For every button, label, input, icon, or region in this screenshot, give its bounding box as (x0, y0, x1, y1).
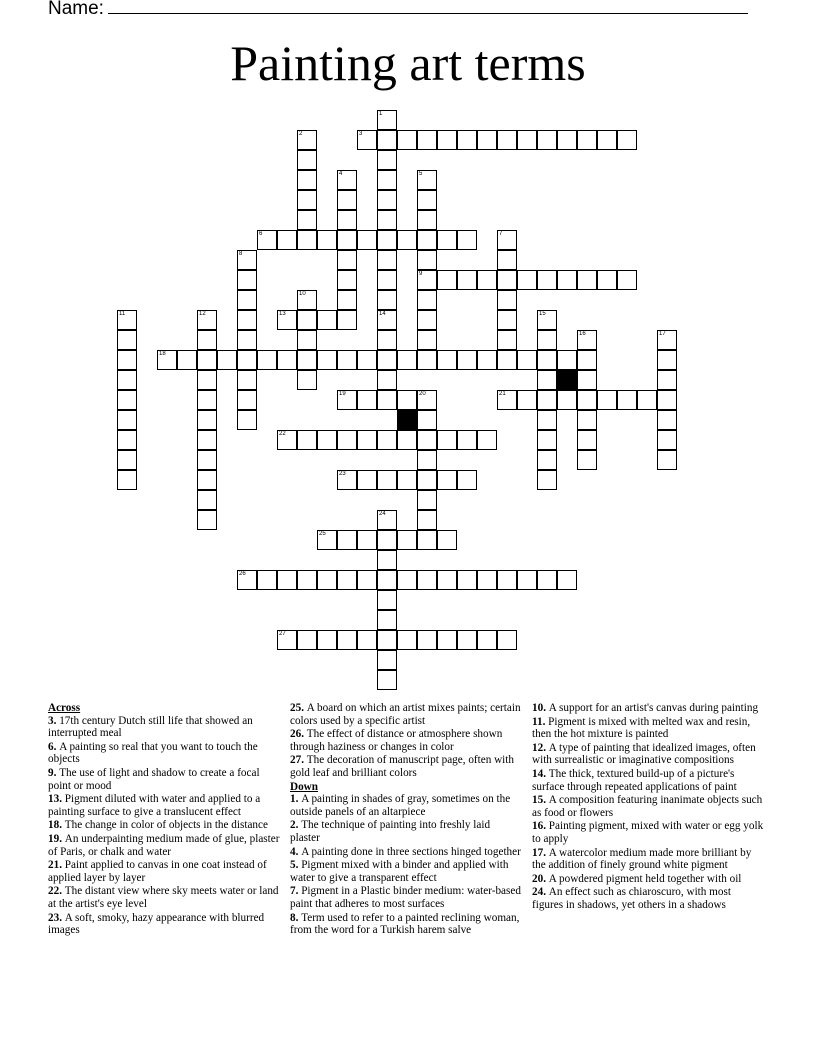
grid-cell[interactable] (117, 370, 137, 390)
grid-cell[interactable] (497, 390, 517, 410)
grid-cell[interactable] (377, 330, 397, 350)
grid-cell[interactable] (417, 470, 437, 490)
grid-cell[interactable] (557, 130, 577, 150)
grid-cell[interactable] (417, 290, 437, 310)
clue-number: 16 (579, 331, 586, 337)
grid-cell[interactable] (377, 150, 397, 170)
grid-cell[interactable] (297, 210, 317, 230)
grid-cell[interactable] (537, 470, 557, 490)
grid-cell[interactable] (557, 390, 577, 410)
clue-number: 24 (379, 511, 386, 517)
grid-cell[interactable] (257, 350, 277, 370)
grid-cell[interactable] (377, 190, 397, 210)
clue-number: 21 (499, 391, 506, 397)
clue-number: 14 (379, 311, 386, 317)
grid-cell[interactable] (537, 570, 557, 590)
clue-item: 16. Painting pigment, mixed with water or egg yolk to apply (532, 820, 764, 845)
clue-item: 4. A painting done in three sections hinged together (290, 845, 521, 858)
clue-item: 17. A watercolor medium made more brilliant by the addition of finely ground white pigment (532, 846, 752, 872)
grid-cell[interactable] (337, 350, 357, 370)
grid-cell[interactable] (537, 270, 557, 290)
grid-cell[interactable] (477, 350, 497, 370)
grid-cell[interactable] (297, 370, 317, 390)
grid-cell[interactable] (657, 430, 677, 450)
grid-cell[interactable] (377, 350, 397, 370)
grid-cell[interactable] (497, 330, 517, 350)
grid-cell[interactable] (477, 130, 497, 150)
grid-cell[interactable] (577, 270, 597, 290)
grid-cell[interactable] (577, 450, 597, 470)
grid-cell[interactable] (297, 630, 317, 650)
grid-cell[interactable] (577, 370, 597, 390)
grid-cell[interactable] (317, 630, 337, 650)
grid-cell[interactable] (117, 410, 137, 430)
clue-number: 26 (239, 571, 246, 577)
grid-cell[interactable] (417, 530, 437, 550)
grid-cell[interactable] (517, 570, 537, 590)
grid-cell[interactable] (337, 570, 357, 590)
grid-cell[interactable] (357, 630, 377, 650)
clue-item: 23. A soft, smoky, hazy appearance with blurred images (48, 911, 265, 937)
clue-number: 20 (419, 391, 426, 397)
clue-item: 26. The effect of distance or atmosphere shown through haziness or changes in color (290, 728, 503, 753)
grid-cell[interactable] (297, 570, 317, 590)
grid-cell[interactable] (237, 290, 257, 310)
grid-cell[interactable] (277, 570, 297, 590)
grid-cell[interactable] (197, 430, 217, 450)
grid-cell[interactable] (297, 190, 317, 210)
grid-cell[interactable] (357, 570, 377, 590)
grid-cell[interactable] (537, 330, 557, 350)
grid-cell[interactable] (397, 390, 417, 410)
clue-item: 21. Paint applied to canvas in one coat instead of applied layer by layer (48, 859, 267, 884)
grid-cell[interactable] (417, 170, 437, 190)
grid-cell[interactable] (477, 270, 497, 290)
grid-cell[interactable] (237, 410, 257, 430)
clue-number: 18 (159, 351, 166, 357)
grid-cell[interactable] (337, 630, 357, 650)
clue-item: 9. The use of light and shadow to create a focal point or mood (48, 766, 260, 792)
grid-cell[interactable] (497, 230, 517, 250)
clue-item: 22. The distant view where sky meets water or land at the artist's eye level (48, 885, 279, 910)
clue-item: 25. A board on which an artist mixes paints; certain colors used by a specific artist (290, 702, 521, 727)
grid-cell[interactable] (257, 570, 277, 590)
grid-cell[interactable] (377, 610, 397, 630)
grid-cell[interactable] (297, 150, 317, 170)
grid-cell[interactable] (437, 430, 457, 450)
clue-item: 3. 17th century Dutch still life that showed an interrupted meal (48, 714, 253, 740)
clue-number: 10 (299, 291, 306, 297)
grid-cell[interactable] (297, 350, 317, 370)
grid-cell[interactable] (357, 350, 377, 370)
grid-cell[interactable] (577, 430, 597, 450)
grid-cell[interactable] (277, 310, 297, 330)
grid-cell[interactable] (197, 310, 217, 330)
grid-cell[interactable] (417, 430, 437, 450)
grid-cell[interactable] (377, 590, 397, 610)
grid-cell[interactable] (417, 210, 437, 230)
grid-cell[interactable] (337, 470, 357, 490)
grid-cell[interactable] (337, 230, 357, 250)
grid-cell[interactable] (377, 510, 397, 530)
grid-cell[interactable] (517, 130, 537, 150)
grid-cell[interactable] (197, 490, 217, 510)
grid-cell[interactable] (297, 170, 317, 190)
grid-cell[interactable] (337, 530, 357, 550)
grid-cell[interactable] (277, 350, 297, 370)
clue-number: 2 (299, 131, 303, 137)
clue-number: 23 (339, 471, 346, 477)
grid-cell[interactable] (457, 130, 477, 150)
clue-number: 8 (239, 251, 243, 257)
clue-item: 12. A type of painting that idealized images, often with surrealistic or imaginative compositions (532, 741, 756, 767)
name-label: Name: (48, 0, 104, 19)
grid-cell[interactable] (397, 430, 417, 450)
grid-cell[interactable] (397, 130, 417, 150)
down-header: Down (290, 780, 318, 793)
clue-item: 18. The change in color of objects in the distance (48, 819, 268, 832)
grid-cell[interactable] (337, 270, 357, 290)
grid-cell[interactable] (437, 230, 457, 250)
grid-cell[interactable] (497, 270, 517, 290)
grid-cell[interactable] (237, 370, 257, 390)
grid-cell[interactable] (517, 350, 537, 370)
grid-cell[interactable] (457, 230, 477, 250)
grid-cell[interactable] (657, 370, 677, 390)
grid-cell[interactable] (277, 630, 297, 650)
grid-cell[interactable] (177, 350, 197, 370)
grid-cell[interactable] (117, 330, 137, 350)
grid-cell[interactable] (497, 630, 517, 650)
grid-cell[interactable] (417, 270, 437, 290)
grid-cell[interactable] (377, 270, 397, 290)
grid-cell[interactable] (337, 170, 357, 190)
clue-item: 7. Pigment in a Plastic binder medium: water-based paint that adheres to most surfaces (290, 885, 521, 910)
grid-cell[interactable] (557, 350, 577, 370)
grid-cell[interactable] (437, 470, 457, 490)
grid-cell[interactable] (237, 570, 257, 590)
grid-cell[interactable] (597, 390, 617, 410)
grid-cell[interactable] (357, 430, 377, 450)
grid-cell[interactable] (657, 450, 677, 470)
grid-cell[interactable] (317, 570, 337, 590)
clue-item: 13. Pigment diluted with water and applied to a painting surface to give a translucent effect (48, 793, 261, 818)
clue-column-1 (48, 702, 280, 938)
grid-cell[interactable] (437, 630, 457, 650)
grid-cell[interactable] (397, 350, 417, 370)
clue-item: 24. An effect such as chiaroscuro, with most figures in shadows, yet others in a shadows (532, 886, 731, 911)
grid-cell[interactable] (117, 350, 137, 370)
grid-cell[interactable] (377, 650, 397, 670)
grid-cell[interactable] (517, 270, 537, 290)
grid-cell[interactable] (537, 390, 557, 410)
clue-item: 8. Term used to refer to a painted reclining woman, from the word for a Turkish harem salve (290, 911, 520, 937)
grid-cell[interactable] (357, 230, 377, 250)
grid-cell[interactable] (337, 310, 357, 330)
grid-cell[interactable] (357, 470, 377, 490)
grid-cell[interactable] (277, 430, 297, 450)
clue-number: 17 (659, 331, 666, 337)
grid-cell[interactable] (197, 470, 217, 490)
grid-cell[interactable] (337, 250, 357, 270)
grid-cell[interactable] (537, 410, 557, 430)
clue-item: 15. A composition featuring inanimate objects such as food or flowers (532, 794, 763, 819)
grid-cell[interactable] (377, 230, 397, 250)
black-cell (397, 410, 417, 430)
grid-cell[interactable] (377, 470, 397, 490)
grid-cell[interactable] (577, 410, 597, 430)
clue-item: 2. The technique of painting into freshly laid plaster (290, 819, 491, 844)
grid-cell[interactable] (457, 430, 477, 450)
grid-cell[interactable] (637, 390, 657, 410)
clue-item: 1. A painting in shades of gray, sometimes on the outside panels of an altarpiece (290, 793, 511, 818)
grid-cell[interactable] (337, 210, 357, 230)
clue-item: 10. A support for an artist's canvas during painting (532, 702, 759, 714)
grid-cell[interactable] (237, 350, 257, 370)
grid-cell[interactable] (417, 630, 437, 650)
grid-cell[interactable] (457, 630, 477, 650)
grid-cell[interactable] (377, 630, 397, 650)
grid-cell[interactable] (657, 350, 677, 370)
clue-column-2 (290, 702, 522, 938)
grid-cell[interactable] (357, 530, 377, 550)
grid-cell[interactable] (497, 310, 517, 330)
grid-cell[interactable] (117, 390, 137, 410)
grid-cell[interactable] (317, 310, 337, 330)
grid-cell[interactable] (417, 230, 437, 250)
grid-cell[interactable] (477, 630, 497, 650)
grid-cell[interactable] (157, 350, 177, 370)
grid-cell[interactable] (417, 190, 437, 210)
clue-column-3 (532, 702, 764, 913)
grid-cell[interactable] (437, 350, 457, 370)
grid-cell[interactable] (597, 270, 617, 290)
grid-cell[interactable] (537, 350, 557, 370)
clue-number: 6 (259, 231, 263, 237)
grid-cell[interactable] (117, 450, 137, 470)
grid-cell[interactable] (297, 310, 317, 330)
grid-cell[interactable] (497, 570, 517, 590)
grid-cell[interactable] (617, 130, 637, 150)
clue-item: 6. A painting so real that you want to touch the objects (48, 740, 258, 766)
grid-cell[interactable] (537, 430, 557, 450)
grid-cell[interactable] (437, 570, 457, 590)
clue-number: 13 (279, 311, 286, 317)
grid-cell[interactable] (417, 490, 437, 510)
grid-cell[interactable] (397, 630, 417, 650)
clue-number: 1 (379, 111, 383, 117)
grid-cell[interactable] (237, 250, 257, 270)
grid-cell[interactable] (657, 410, 677, 430)
grid-cell[interactable] (397, 570, 417, 590)
grid-cell[interactable] (377, 390, 397, 410)
grid-cell[interactable] (197, 410, 217, 430)
clue-item: 5. Pigment mixed with a binder and applied with water to give a transparent effect (290, 859, 509, 884)
grid-cell[interactable] (377, 550, 397, 570)
clue-number: 15 (539, 311, 546, 317)
grid-cell[interactable] (377, 130, 397, 150)
grid-cell[interactable] (377, 210, 397, 230)
grid-cell[interactable] (377, 570, 397, 590)
grid-cell[interactable] (577, 330, 597, 350)
grid-cell[interactable] (257, 230, 277, 250)
grid-cell[interactable] (337, 430, 357, 450)
grid-cell[interactable] (377, 430, 397, 450)
grid-cell[interactable] (357, 390, 377, 410)
grid-cell[interactable] (297, 290, 317, 310)
grid-cell[interactable] (297, 330, 317, 350)
grid-cell[interactable] (397, 230, 417, 250)
clue-number: 27 (279, 631, 286, 637)
grid-cell[interactable] (297, 430, 317, 450)
grid-cell[interactable] (377, 370, 397, 390)
grid-cell[interactable] (317, 430, 337, 450)
grid-cell[interactable] (557, 270, 577, 290)
grid-cell[interactable] (217, 350, 237, 370)
grid-cell[interactable] (297, 130, 317, 150)
grid-cell[interactable] (497, 350, 517, 370)
grid-cell[interactable] (597, 130, 617, 150)
grid-cell[interactable] (377, 310, 397, 330)
grid-cell[interactable] (417, 410, 437, 430)
grid-cell[interactable] (337, 190, 357, 210)
clue-number: 22 (279, 431, 286, 437)
grid-cell[interactable] (377, 670, 397, 690)
grid-cell[interactable] (417, 250, 437, 270)
grid-cell[interactable] (497, 250, 517, 270)
grid-cell[interactable] (337, 390, 357, 410)
grid-cell[interactable] (657, 390, 677, 410)
grid-cell[interactable] (297, 230, 317, 250)
grid-cell[interactable] (477, 570, 497, 590)
clue-item: 11. Pigment is mixed with melted wax and resin, then the hot mixture is painted (532, 715, 751, 741)
grid-cell[interactable] (497, 290, 517, 310)
grid-cell[interactable] (457, 570, 477, 590)
grid-cell[interactable] (317, 350, 337, 370)
grid-cell[interactable] (577, 390, 597, 410)
grid-cell[interactable] (417, 510, 437, 530)
grid-cell[interactable] (537, 370, 557, 390)
grid-cell[interactable] (617, 390, 637, 410)
grid-cell[interactable] (377, 250, 397, 270)
grid-cell[interactable] (117, 430, 137, 450)
grid-cell[interactable] (577, 350, 597, 370)
clue-item: 20. A powdered pigment held together with oil (532, 872, 742, 885)
grid-cell[interactable] (117, 470, 137, 490)
grid-cell[interactable] (417, 570, 437, 590)
grid-cell[interactable] (457, 350, 477, 370)
grid-cell[interactable] (197, 450, 217, 470)
clue-number: 25 (319, 531, 326, 537)
grid-cell[interactable] (517, 390, 537, 410)
clue-number: 11 (119, 311, 126, 317)
grid-cell[interactable] (377, 110, 397, 130)
grid-cell[interactable] (437, 530, 457, 550)
grid-cell[interactable] (237, 330, 257, 350)
grid-cell[interactable] (537, 310, 557, 330)
grid-cell[interactable] (437, 270, 457, 290)
clue-number: 3 (359, 131, 363, 137)
grid-cell[interactable] (197, 390, 217, 410)
grid-cell[interactable] (417, 450, 437, 470)
grid-cell[interactable] (417, 130, 437, 150)
clue-item: 19. An underpainting medium made of glue, plaster of Paris, or chalk and water (48, 832, 280, 858)
clue-number: 5 (419, 171, 423, 177)
grid-cell[interactable] (197, 510, 217, 530)
clue-item: 14. The thick, textured build-up of a picture's surface through repeated applications of paint (532, 767, 737, 793)
grid-cell[interactable] (497, 130, 517, 150)
grid-cell[interactable] (417, 330, 437, 350)
grid-cell[interactable] (377, 290, 397, 310)
grid-cell[interactable] (657, 330, 677, 350)
grid-cell[interactable] (277, 230, 297, 250)
grid-cell[interactable] (197, 330, 217, 350)
grid-cell[interactable] (417, 310, 437, 330)
grid-cell[interactable] (117, 310, 137, 330)
grid-cell[interactable] (357, 130, 377, 150)
grid-cell[interactable] (377, 170, 397, 190)
clue-item: 27. The decoration of manuscript page, often with gold leaf and brilliant colors (290, 754, 514, 779)
grid-cell[interactable] (577, 130, 597, 150)
grid-cell[interactable] (397, 470, 417, 490)
clue-number: 9 (419, 271, 423, 277)
clue-number: 4 (339, 171, 343, 177)
grid-cell[interactable] (197, 370, 217, 390)
black-cell (557, 370, 577, 390)
grid-cell[interactable] (417, 350, 437, 370)
grid-cell[interactable] (317, 530, 337, 550)
grid-cell[interactable] (237, 310, 257, 330)
clue-number: 7 (499, 231, 503, 237)
grid-cell[interactable] (557, 570, 577, 590)
grid-cell[interactable] (537, 450, 557, 470)
page-title: Painting art terms (230, 35, 586, 91)
clue-number: 12 (199, 311, 206, 317)
grid-cell[interactable] (377, 530, 397, 550)
grid-cell[interactable] (537, 130, 557, 150)
clue-number: 19 (339, 391, 346, 397)
grid-cell[interactable] (617, 270, 637, 290)
grid-cell[interactable] (237, 390, 257, 410)
grid-cell[interactable] (197, 350, 217, 370)
grid-cell[interactable] (477, 430, 497, 450)
grid-cell[interactable] (397, 530, 417, 550)
grid-cell[interactable] (437, 130, 457, 150)
grid-cell[interactable] (457, 270, 477, 290)
grid-cell[interactable] (237, 270, 257, 290)
grid-cell[interactable] (337, 290, 357, 310)
grid-cell[interactable] (417, 390, 437, 410)
grid-cell[interactable] (317, 230, 337, 250)
across-header: Across (48, 702, 81, 714)
grid-cell[interactable] (457, 470, 477, 490)
